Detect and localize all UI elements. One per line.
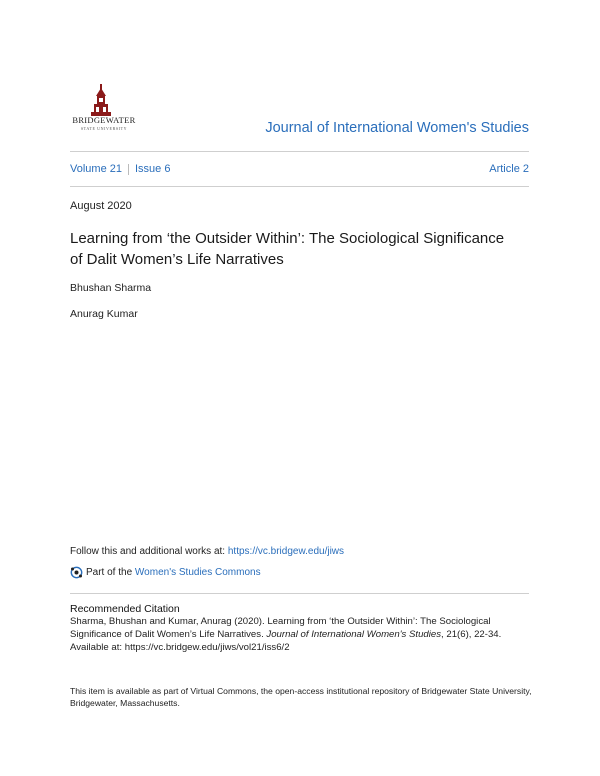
follow-link[interactable]: https://vc.bridgew.edu/jiws [227,546,345,557]
article-title-line-2: of Dalit Women’s Life Narratives [70,251,284,268]
article-title-line-1: Learning from ‘the Outsider Within’: The Sociological Significance [70,230,505,247]
publication-date: August 2020 [70,200,132,212]
citation-text [70,615,540,654]
citation-part-1: Sharma, Bhushan and Kumar, Anurag (2020). Learning from ‘the Outsider Within’: The Sociological Significance of Dalit Women’s Life Narratives. [70,616,491,640]
citation-journal: Journal of International Women's Studies [266,629,442,640]
citation-divider [70,593,529,594]
part-of-line [70,566,261,579]
womens-studies-commons-link[interactable]: Women's Studies Commons [134,567,261,578]
commons-network-icon [70,566,83,579]
part-of-text: Part of the [86,567,133,578]
issue-divider [70,186,529,187]
follow-text: Follow this and additional works at: [70,546,228,557]
bridgewater-logo [68,82,140,134]
header-divider [70,151,529,152]
volume-link[interactable]: Volume 21 [70,163,122,175]
journal-title-link[interactable]: Journal of International Women's Studies [265,120,529,136]
citation-part-2: , 21(6), 22-34. [441,629,502,640]
logo-subline: STATE UNIVERSITY [80,126,128,131]
citation-available-url[interactable]: https://vc.bridgew.edu/jiws/vol21/iss6/2 [124,642,290,653]
follow-line [70,546,344,557]
repository-footer: This item is available as part of Virtual Commons, the open-access institutional repository of Bridgewater State University, Bridgewater, Massachusetts. [70,686,532,708]
author-1: Bhushan Sharma [70,282,152,294]
article-link[interactable]: Article 2 [489,163,529,175]
issue-link[interactable]: Issue 6 [134,163,171,175]
issue-row [70,163,529,175]
recommended-citation-heading: Recommended Citation [70,603,180,615]
issue-separator [128,164,129,175]
author-2: Anurag Kumar [70,308,138,320]
article-title [70,228,540,270]
citation-available-label: Available at: [70,642,125,653]
logo-wordmark: BRIDGEWATER [72,115,136,125]
